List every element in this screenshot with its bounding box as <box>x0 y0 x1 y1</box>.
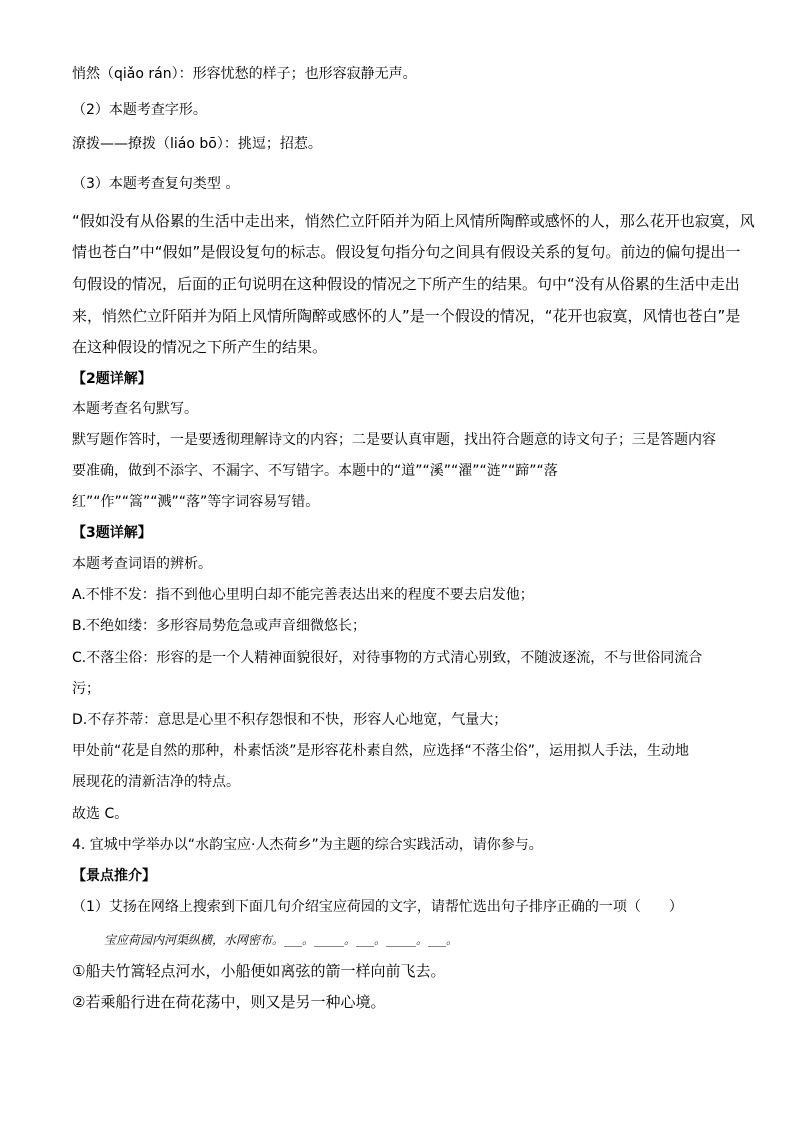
text-line: 甲处前“花是自然的那种，朴素恬淡”是形容花朴素自然，应选择“不落尘俗”，运用拟人手法，生动地 <box>72 743 690 759</box>
text-line: 污； <box>72 681 100 697</box>
text-line: A.不悱不发：指不到他心里明白却不能完善表达出来的程度不要去启发他； <box>72 587 534 603</box>
text-line: 悄然（qiǎo rán）：形容忧愁的样子；也形容寂静无声。 <box>72 66 417 82</box>
text-line: 故选 C。 <box>72 806 129 822</box>
section-heading: 【2题详解】 <box>72 371 152 387</box>
text-line: 要准确，做到不添字、不漏字、不写错字。本题中的“道”“溪”“濯”“涟”“蹄”“落 <box>72 463 558 479</box>
text-line: 情也苍白”中“假如”是假设复句的标志。假设复句指分句之间具有假设关系的复句。前边的偏句提出一 <box>72 243 741 261</box>
question-line: 4. 宜城中学举办以“水韵宝应·人杰荷乡”为主题的综合实践活动，请你参与。 <box>72 837 543 853</box>
text-line: 本题考查名句默写。 <box>72 401 198 417</box>
section-heading: 【景点推介】 <box>72 868 156 884</box>
text-line: 潦拨——撩拨（liáo bō）：挑逗；招惹。 <box>72 136 322 152</box>
section-heading: 【3题详解】 <box>72 525 152 541</box>
text-line: B.不绝如缕：多形容局势危急或声音细微悠长； <box>72 618 367 634</box>
text-line: “假如没有从俗累的生活中走出来，悄然伫立阡陌并为陌上风情所陶醉或感怀的人，那么花开也寂寞，风 <box>72 212 755 230</box>
handwritten-sentence-image-text: 宝应荷园内河渠纵横，水网密布。___。_____。___。_____。___。 <box>104 933 459 947</box>
option-line: ②若乘船行进在荷花荡中，则又是另一种心境。 <box>72 993 386 1011</box>
text-line: 默写题作答时，一是要透彻理解诗文的内容；二是要认真审题，找出符合题意的诗文句子；三是答题内容 <box>72 432 716 448</box>
text-line: 展现花的清新洁净的特点。 <box>72 774 240 790</box>
text-line: 来，悄然伫立阡陌并为陌上风情所陶醉或感怀的人”是一个假设的情况，“花开也寂寞，风情也苍白”是 <box>72 307 741 325</box>
text-line: 红”“作”“篙”“溅”“落”等字词容易写错。 <box>72 494 320 510</box>
text-line: 在这种假设的情况之下所产生的结果。 <box>72 338 328 356</box>
text-line: 本题考查词语的辨析。 <box>72 556 212 572</box>
option-line: ①船夫竹篙轻点河水，小船便如离弦的箭一样向前飞去。 <box>72 962 446 980</box>
text-line: D.不存芥蒂：意思是心里不积存怨恨和不快，形容人心地宽，气量大； <box>72 712 508 728</box>
text-line: 句假设的情况，后面的正句说明在这种假设的情况之下所产生的结果。句中“没有从俗累的生活中走出 <box>72 275 740 293</box>
text-line: （3）本题考查复句类型 。 <box>72 176 240 192</box>
text-line: C.不落尘俗：形容的是一个人精神面貌很好，对待事物的方式清心别致，不随波逐流，不与世俗同流合 <box>72 650 703 666</box>
question-line: （1）艾扬在网络上搜索到下面几句介绍宝应荷园的文字，请帮忙选出句子排序正确的一项（ ） <box>72 899 683 915</box>
text-line: （2）本题考查字形。 <box>72 102 207 118</box>
